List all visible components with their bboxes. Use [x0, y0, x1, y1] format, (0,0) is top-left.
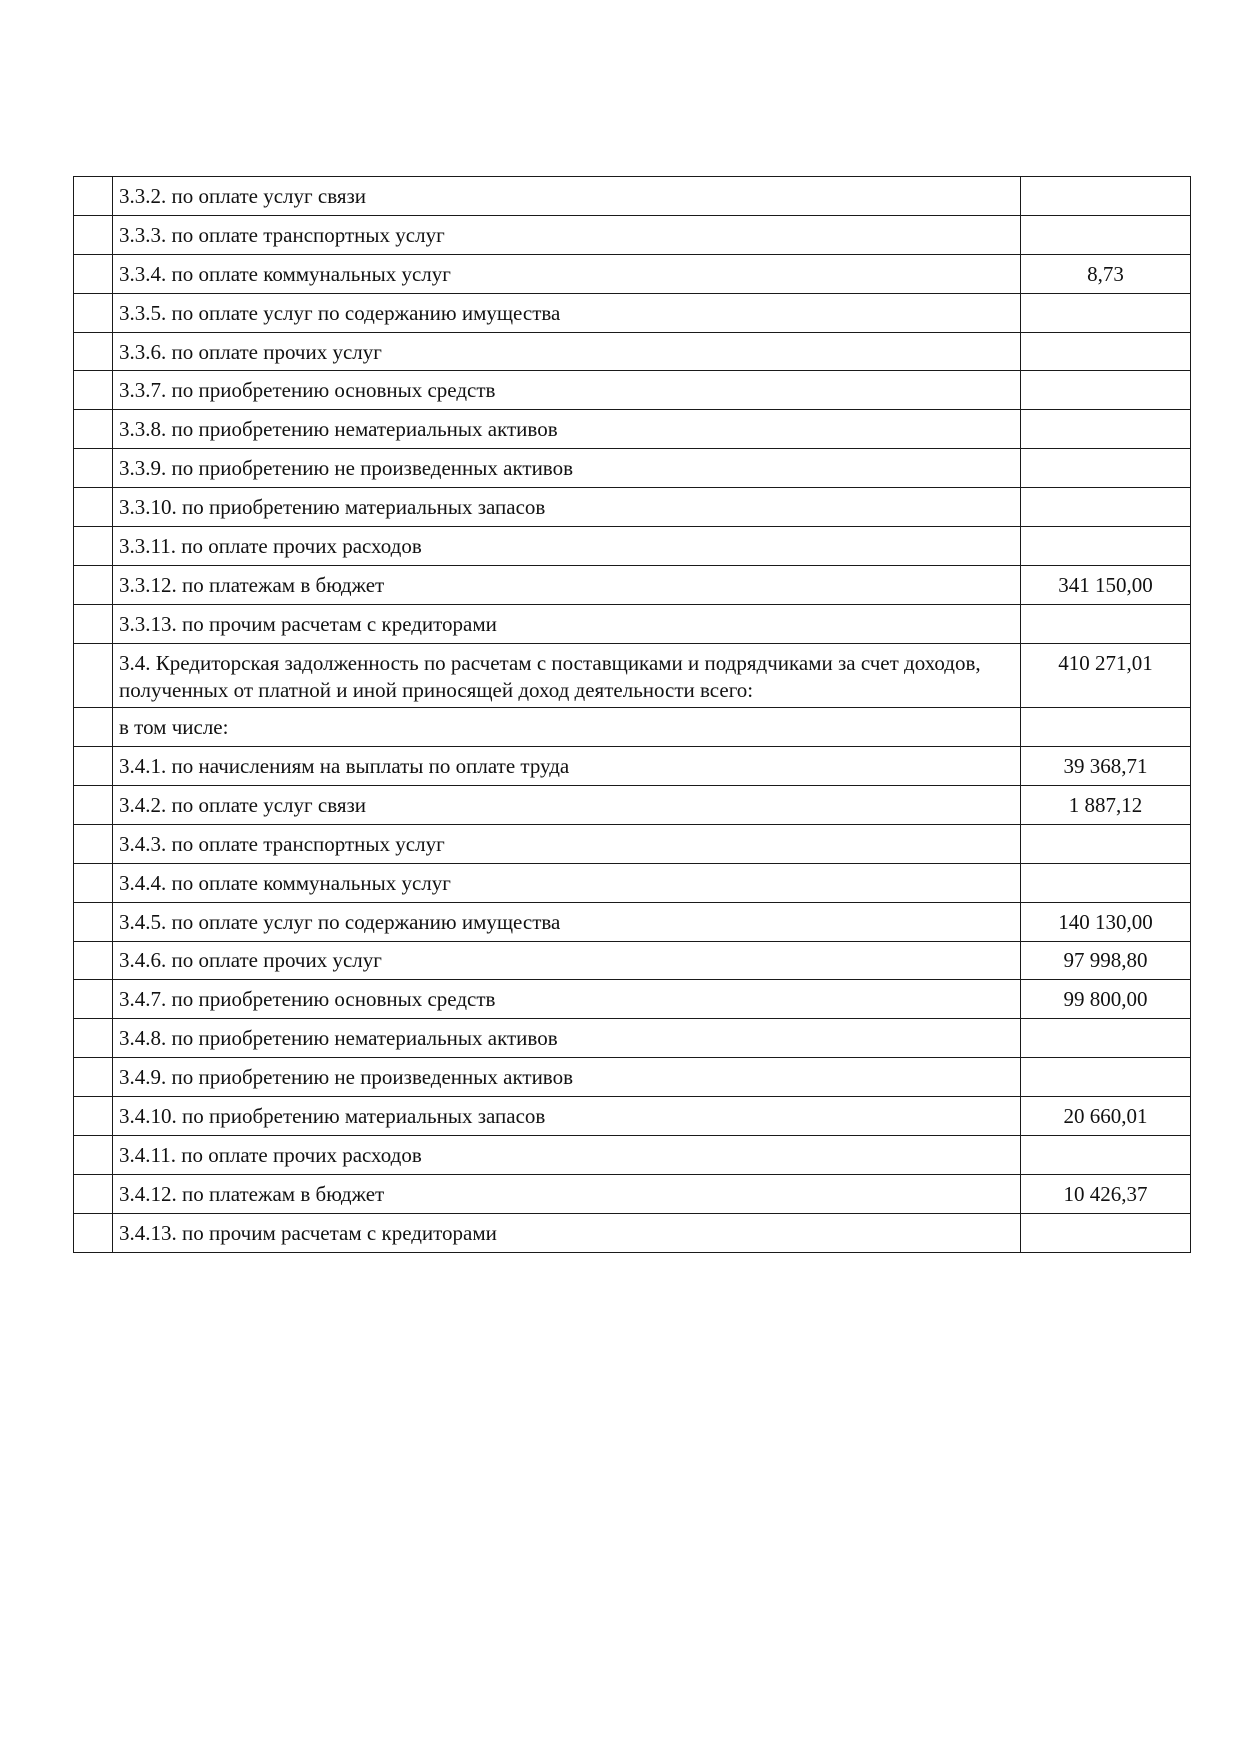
row-label: 3.4.7. по приобретению основных средств — [113, 980, 1021, 1019]
row-label: 3.3.9. по приобретению не произведенных активов — [113, 449, 1021, 488]
table-row — [74, 215, 1191, 254]
row-value — [1021, 293, 1191, 332]
row-number-cell — [74, 371, 113, 410]
row-number-cell — [74, 1097, 113, 1136]
table-row — [74, 824, 1191, 863]
row-number-cell — [74, 941, 113, 980]
table-row — [74, 488, 1191, 527]
row-number-cell — [74, 215, 113, 254]
row-number-cell — [74, 488, 113, 527]
row-number-cell — [74, 863, 113, 902]
row-number-cell — [74, 332, 113, 371]
table-row — [74, 785, 1191, 824]
row-value — [1021, 708, 1191, 747]
row-value: 341 150,00 — [1021, 565, 1191, 604]
table-row — [74, 747, 1191, 786]
row-number-cell — [74, 1019, 113, 1058]
row-value: 8,73 — [1021, 254, 1191, 293]
row-value — [1021, 1135, 1191, 1174]
table-row — [74, 254, 1191, 293]
row-label: 3.4.9. по приобретению не произведенных активов — [113, 1058, 1021, 1097]
table-row-total — [74, 643, 1191, 708]
table-row — [74, 1058, 1191, 1097]
row-label: 3.3.6. по оплате прочих услуг — [113, 332, 1021, 371]
row-label: 3.4. Кредиторская задолженность по расчетам с поставщиками и подрядчиками за счет доходов, полученных от платной и иной приносящей доход деятельности всего: — [113, 643, 1021, 708]
row-number-cell — [74, 902, 113, 941]
table-row — [74, 902, 1191, 941]
row-number-cell — [74, 824, 113, 863]
table-row — [74, 293, 1191, 332]
row-value: 1 887,12 — [1021, 785, 1191, 824]
row-number-cell — [74, 1174, 113, 1213]
row-label: 3.4.12. по платежам в бюджет — [113, 1174, 1021, 1213]
row-value: 20 660,01 — [1021, 1097, 1191, 1136]
table-row — [74, 1135, 1191, 1174]
row-value: 140 130,00 — [1021, 902, 1191, 941]
table-row — [74, 941, 1191, 980]
table-row — [74, 863, 1191, 902]
row-number-cell — [74, 527, 113, 566]
row-label: 3.4.1. по начислениям на выплаты по оплате труда — [113, 747, 1021, 786]
table-row — [74, 565, 1191, 604]
table-row — [74, 527, 1191, 566]
row-number-cell — [74, 785, 113, 824]
payables-table — [73, 176, 1191, 1253]
row-number-cell — [74, 410, 113, 449]
row-label: 3.3.10. по приобретению материальных запасов — [113, 488, 1021, 527]
table-row — [74, 371, 1191, 410]
row-number-cell — [74, 708, 113, 747]
row-label: 3.3.11. по оплате прочих расходов — [113, 527, 1021, 566]
row-label: 3.4.8. по приобретению нематериальных активов — [113, 1019, 1021, 1058]
row-value — [1021, 410, 1191, 449]
row-value — [1021, 1213, 1191, 1252]
row-label: 3.3.13. по прочим расчетам с кредиторами — [113, 604, 1021, 643]
row-label: 3.3.2. по оплате услуг связи — [113, 177, 1021, 216]
row-label: 3.4.11. по оплате прочих расходов — [113, 1135, 1021, 1174]
row-value: 39 368,71 — [1021, 747, 1191, 786]
row-number-cell — [74, 747, 113, 786]
row-value: 410 271,01 — [1021, 643, 1191, 708]
row-label: 3.3.3. по оплате транспортных услуг — [113, 215, 1021, 254]
row-value: 97 998,80 — [1021, 941, 1191, 980]
table-row — [74, 1213, 1191, 1252]
row-value — [1021, 1019, 1191, 1058]
row-value — [1021, 527, 1191, 566]
table-row — [74, 980, 1191, 1019]
row-value: 99 800,00 — [1021, 980, 1191, 1019]
table-row — [74, 449, 1191, 488]
row-value — [1021, 371, 1191, 410]
row-number-cell — [74, 1135, 113, 1174]
row-label: 3.4.3. по оплате транспортных услуг — [113, 824, 1021, 863]
row-value — [1021, 449, 1191, 488]
table-row — [74, 708, 1191, 747]
row-label: 3.4.2. по оплате услуг связи — [113, 785, 1021, 824]
row-value — [1021, 824, 1191, 863]
row-label: 3.3.4. по оплате коммунальных услуг — [113, 254, 1021, 293]
table-row — [74, 410, 1191, 449]
row-value — [1021, 215, 1191, 254]
row-number-cell — [74, 177, 113, 216]
row-value — [1021, 332, 1191, 371]
row-label: в том числе: — [113, 708, 1021, 747]
row-number-cell — [74, 254, 113, 293]
row-number-cell — [74, 293, 113, 332]
row-label: 3.4.6. по оплате прочих услуг — [113, 941, 1021, 980]
table-row — [74, 1174, 1191, 1213]
row-label: 3.4.4. по оплате коммунальных услуг — [113, 863, 1021, 902]
row-value — [1021, 488, 1191, 527]
row-value — [1021, 1058, 1191, 1097]
row-number-cell — [74, 1058, 113, 1097]
row-label: 3.3.5. по оплате услуг по содержанию имущества — [113, 293, 1021, 332]
row-label: 3.4.10. по приобретению материальных запасов — [113, 1097, 1021, 1136]
row-label: 3.3.8. по приобретению нематериальных активов — [113, 410, 1021, 449]
row-number-cell — [74, 980, 113, 1019]
row-number-cell — [74, 565, 113, 604]
row-value — [1021, 863, 1191, 902]
row-value — [1021, 177, 1191, 216]
row-number-cell — [74, 604, 113, 643]
table-row — [74, 1097, 1191, 1136]
row-value — [1021, 604, 1191, 643]
row-number-cell — [74, 1213, 113, 1252]
table-row — [74, 332, 1191, 371]
row-value: 10 426,37 — [1021, 1174, 1191, 1213]
row-label: 3.3.7. по приобретению основных средств — [113, 371, 1021, 410]
row-label: 3.4.13. по прочим расчетам с кредиторами — [113, 1213, 1021, 1252]
row-number-cell — [74, 643, 113, 708]
table-row — [74, 604, 1191, 643]
row-label: 3.3.12. по платежам в бюджет — [113, 565, 1021, 604]
table-row — [74, 1019, 1191, 1058]
table-row — [74, 177, 1191, 216]
row-label: 3.4.5. по оплате услуг по содержанию имущества — [113, 902, 1021, 941]
row-number-cell — [74, 449, 113, 488]
payables-table-body — [74, 177, 1191, 1253]
